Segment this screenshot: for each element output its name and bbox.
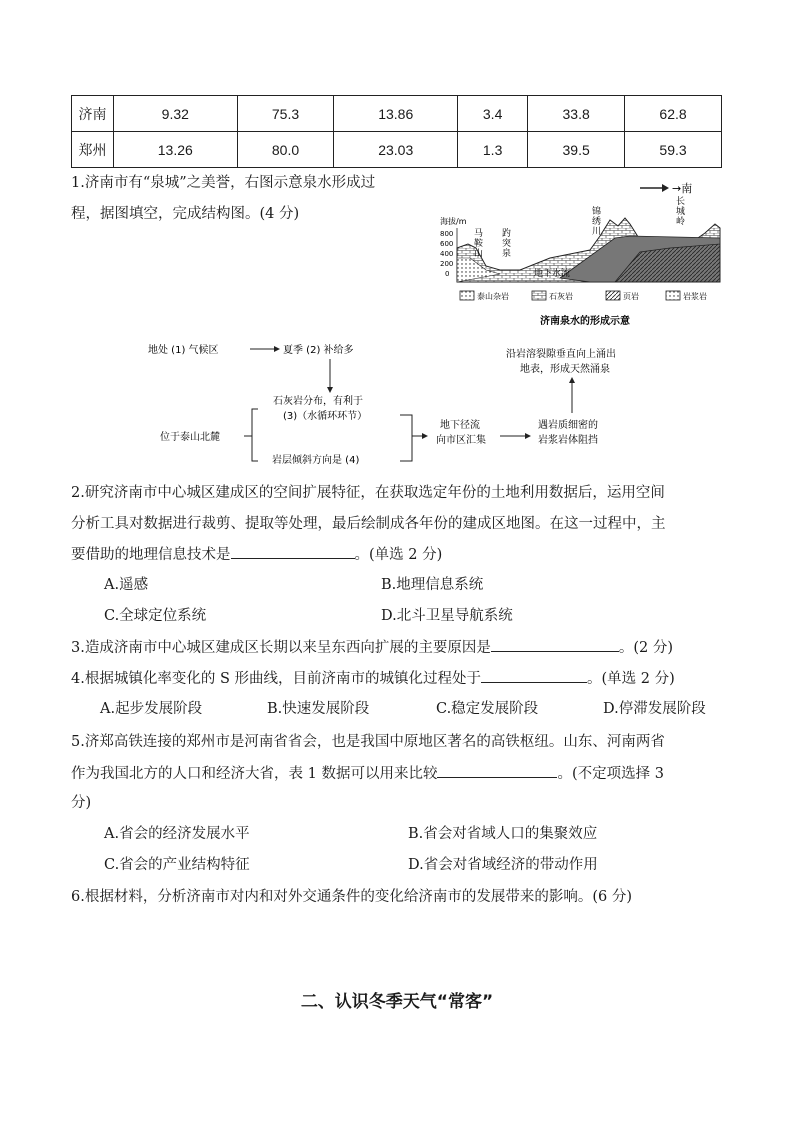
question-3-prompt: 3.造成济南市中心城区建成区长期以来呈东西向扩展的主要原因是	[71, 640, 491, 656]
table-cell: 62.8	[625, 96, 722, 132]
flow-location: 位于泰山北麓	[160, 432, 220, 443]
question-4-score: 。(单选 2 分)	[586, 671, 675, 687]
option-c[interactable]: C.全球定位系统	[104, 608, 207, 624]
place-label: 锦绣川	[592, 207, 602, 237]
table-row	[72, 132, 722, 168]
table-cell: 80.0	[237, 132, 334, 168]
data-table	[71, 95, 722, 168]
flow-magma-1: 遇岩质细密的	[538, 420, 598, 431]
altitude-label: 海拔/m	[440, 217, 467, 226]
table-row	[72, 96, 722, 132]
flow-summer: 夏季 (2) 补给多	[283, 345, 354, 356]
structure-flowchart	[140, 335, 680, 475]
question-5-line-1: 5.济郑高铁连接的郑州市是河南省省会，也是我国中原地区著名的高铁枢纽。山东、河南两省	[71, 734, 665, 750]
place-label: 长城岭	[676, 197, 686, 227]
legend-swatch	[532, 291, 546, 300]
flow-strata: 岩层倾斜方向是 (4)	[272, 455, 360, 466]
flow-rise-2: 地表，形成天然涌泉	[520, 364, 610, 375]
question-2-line-3	[71, 544, 442, 565]
y-tick: 800	[440, 230, 454, 238]
option-c[interactable]: C.省会的产业结构特征	[104, 857, 250, 873]
place-label: 趵突泉	[502, 229, 512, 259]
question-4	[71, 668, 675, 689]
flow-limestone-1: 石灰岩分布，有利于	[273, 396, 363, 407]
option-b[interactable]: B.快速发展阶段	[267, 701, 370, 717]
answer-blank[interactable]	[481, 668, 587, 683]
legend-swatch	[606, 291, 620, 300]
answer-blank[interactable]	[491, 637, 619, 652]
legend-label: 泰山杂岩	[477, 292, 509, 301]
city-cell: 济南	[72, 96, 114, 132]
flow-to-city: 向市区汇集	[436, 435, 486, 446]
question-2-prompt: 要借助的地理信息技术是	[71, 547, 231, 563]
answer-blank[interactable]	[437, 763, 557, 778]
legend-label: 石灰岩	[549, 292, 573, 301]
question-2-line-1: 2.研究济南市中心城区建成区的空间扩展特征，在获取选定年份的土地利用数据后，运用空间	[71, 485, 665, 501]
question-6: 6.根据材料，分析济南市对内和对外交通条件的变化给济南市的发展带来的影响。(6 分)	[71, 889, 632, 905]
table-cell: 1.3	[458, 132, 528, 168]
option-a[interactable]: A.遥感	[104, 577, 149, 593]
question-1-line-2: 程，据图填空，完成结构图。(4 分)	[71, 206, 300, 222]
answer-blank[interactable]	[231, 544, 355, 559]
underground-flow-label: 地下水流	[534, 269, 571, 279]
option-a[interactable]: A.省会的经济发展水平	[104, 826, 250, 842]
table-cell: 33.8	[528, 96, 625, 132]
y-tick: 400	[440, 250, 454, 258]
flow-magma-2: 岩浆岩体阻挡	[538, 435, 598, 446]
question-2-line-2: 分析工具对数据进行裁剪、提取等处理，最后绘制成各年份的建成区地图。在这一过程中，主	[71, 516, 666, 532]
table-cell: 59.3	[625, 132, 722, 168]
question-4-prompt: 4.根据城镇化率变化的 S 形曲线，目前济南市的城镇化过程处于	[71, 671, 481, 687]
question-5-line-2	[71, 763, 664, 784]
flow-underground: 地下径流	[440, 420, 480, 431]
table-cell: 13.86	[334, 96, 458, 132]
y-tick: 0	[445, 270, 450, 278]
place-label: 马鞍山	[474, 229, 484, 259]
section-heading: 二、认识冬季天气“常客”	[300, 992, 494, 1012]
question-5-prompt: 作为我国北方的人口和经济大省，表 1 数据可以用来比较	[71, 766, 438, 782]
table-cell: 23.03	[334, 132, 458, 168]
y-tick: 600	[440, 240, 454, 248]
flow-rise-1: 沿岩溶裂隙垂直向上涌出	[506, 349, 616, 360]
option-b[interactable]: B.省会对省域人口的集聚效应	[408, 826, 598, 842]
legend-swatch	[666, 291, 680, 300]
legend-swatch	[460, 291, 474, 300]
spring-formation-figure	[440, 178, 730, 330]
table-cell: 9.32	[114, 96, 238, 132]
option-d[interactable]: D.停滞发展阶段	[603, 701, 706, 717]
table-cell: 39.5	[528, 132, 625, 168]
question-3	[71, 637, 673, 658]
question-2-score: 。(单选 2 分)	[354, 547, 443, 563]
question-3-score: 。(2 分)	[618, 640, 673, 656]
city-cell: 郑州	[72, 132, 114, 168]
question-5-line-3: 分)	[71, 795, 92, 811]
table-cell: 3.4	[458, 96, 528, 132]
legend-label: 页岩	[623, 292, 639, 301]
table-cell: 75.3	[237, 96, 334, 132]
option-b[interactable]: B.地理信息系统	[381, 577, 484, 593]
option-a[interactable]: A.起步发展阶段	[100, 701, 203, 717]
flow-limestone-2: (3)（水循环环节）	[283, 411, 368, 422]
option-c[interactable]: C.稳定发展阶段	[436, 701, 539, 717]
figure-caption: 济南泉水的形成示意	[540, 316, 630, 327]
question-1-line-1: 1.济南市有“泉城”之美誉，右图示意泉水形成过	[71, 175, 376, 191]
flow-start: 地处 (1) 气候区	[148, 345, 219, 356]
legend-label: 岩浆岩	[683, 292, 707, 301]
y-tick: 200	[440, 260, 454, 268]
option-d[interactable]: D.北斗卫星导航系统	[381, 608, 513, 624]
direction-label: →南	[672, 182, 693, 195]
question-5-score: 。(不定项选择 3	[557, 766, 664, 782]
table-cell: 13.26	[114, 132, 238, 168]
option-d[interactable]: D.省会对省域经济的带动作用	[408, 857, 598, 873]
